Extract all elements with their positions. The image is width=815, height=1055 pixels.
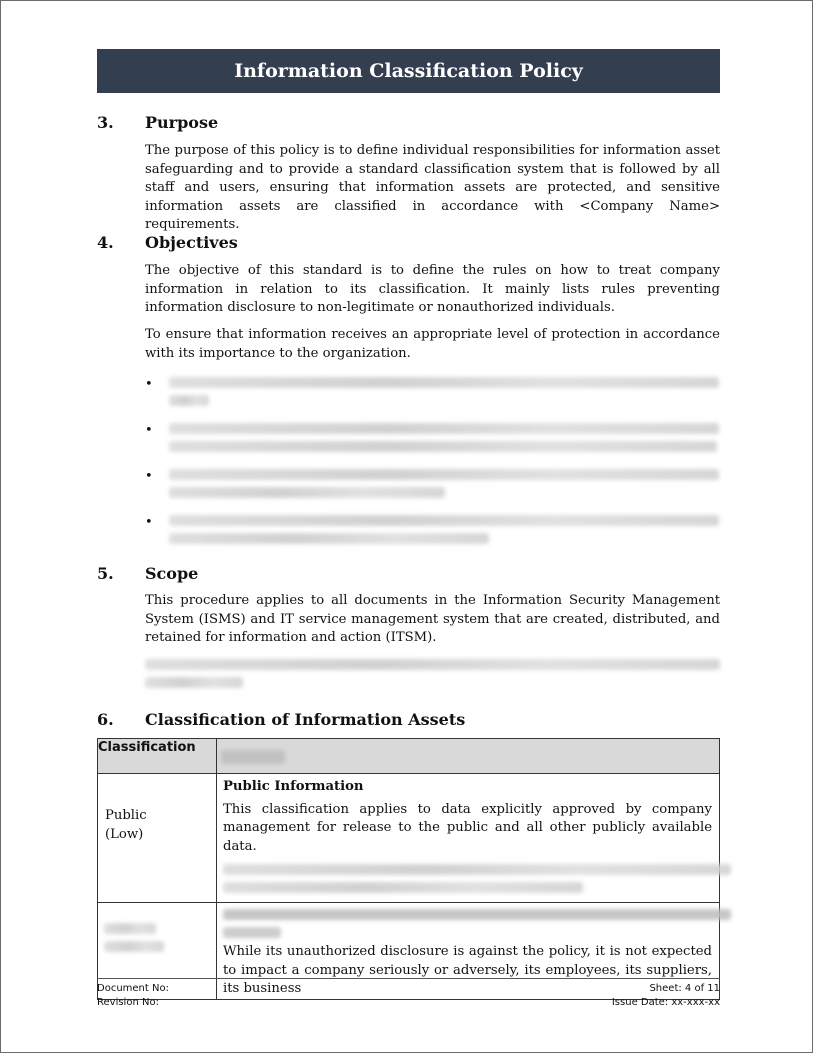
table-header-description xyxy=(217,739,720,774)
table-header-classification: Classification xyxy=(98,739,217,774)
redacted-text xyxy=(169,423,719,434)
objectives-bullet-3 xyxy=(145,465,720,501)
document-number: Document No: xyxy=(97,983,169,994)
purpose-paragraph: The purpose of this policy is to define individual responsibilities for information asset safeguarding and to provide a standard classification system that is followed by all staff and users, ensuring that information assets are protected, and sensitive information assets are classified in accordance with <Company Name> requirements. xyxy=(145,143,720,232)
section-purpose-heading xyxy=(97,113,218,132)
description-text: While its unauthorized disclosure is against the policy, it is not expected to impact a company seriously or adversely, its employees, its suppliers, its business xyxy=(223,944,712,996)
redacted-block xyxy=(223,856,712,896)
redacted-text xyxy=(169,515,719,526)
table-row xyxy=(98,774,720,903)
section-number: 4. xyxy=(97,233,114,252)
section-objectives-heading xyxy=(97,233,238,252)
classification-table xyxy=(97,738,720,1000)
redacted-text xyxy=(221,750,285,764)
footer-divider xyxy=(97,978,720,979)
redacted-text xyxy=(169,469,719,480)
issue-date: Issue Date: xx-xxx-xx xyxy=(611,997,720,1008)
bullet-dot: • xyxy=(145,423,153,438)
redacted-text xyxy=(169,395,209,406)
redacted-text xyxy=(145,677,243,688)
redacted-text xyxy=(104,923,156,934)
section-number: 6. xyxy=(97,710,114,729)
sheet-number: Sheet: 4 of 11 xyxy=(649,983,720,994)
objectives-bullet-4 xyxy=(145,511,720,547)
description-text: This classification applies to data explicitly approved by company management for release to the public and all other publicly available data. xyxy=(223,801,712,854)
section-number: 3. xyxy=(97,113,114,132)
redacted-text xyxy=(223,864,731,875)
section-title: Classification of Information Assets xyxy=(145,710,466,729)
section-title: Purpose xyxy=(145,113,219,132)
footer-left xyxy=(97,982,169,1010)
redacted-text xyxy=(223,882,583,893)
redacted-text xyxy=(169,377,719,388)
objectives-bullet-2 xyxy=(145,419,720,455)
document-title: Information Classification Policy xyxy=(97,49,720,93)
redacted-text xyxy=(145,659,720,670)
classification-level: Public (Low) xyxy=(98,774,217,903)
scope-paragraph: This procedure applies to all documents in the Information Security Management System (ISMS) and IT service management system that are created, distributed, and retained for information and action (ITSM). xyxy=(145,593,720,645)
redacted-text xyxy=(169,533,489,544)
bullet-dot: • xyxy=(145,469,153,484)
redacted-text xyxy=(169,441,717,452)
section-title: Scope xyxy=(145,564,199,583)
description-title: Public Information xyxy=(223,779,364,794)
bullet-dot: • xyxy=(145,377,153,392)
redacted-block xyxy=(223,905,712,943)
objectives-paragraph-1: The objective of this standard is to define the rules on how to treat company information in relation to its classification. It mainly lists rules preventing information disclosure to non-legitimate or nonauthorized individuals. xyxy=(145,263,720,315)
redacted-text xyxy=(223,927,281,938)
objectives-bullet-1 xyxy=(145,373,720,409)
section-title: Objectives xyxy=(145,233,238,252)
section-classification-heading xyxy=(97,710,465,729)
section-number: 5. xyxy=(97,564,114,583)
redacted-text xyxy=(104,941,164,952)
objectives-paragraph-2: To ensure that information receives an appropriate level of protection in accordance with its importance to the organization. xyxy=(145,327,720,361)
page-footer xyxy=(97,982,720,1010)
redacted-text xyxy=(169,487,445,498)
footer-right xyxy=(612,982,720,1010)
bullet-dot: • xyxy=(145,515,153,530)
section-scope-heading xyxy=(97,564,198,583)
table-header-row xyxy=(98,739,720,774)
revision-number: Revision No: xyxy=(97,997,159,1008)
redacted-text xyxy=(223,909,731,920)
classification-description xyxy=(217,774,720,903)
